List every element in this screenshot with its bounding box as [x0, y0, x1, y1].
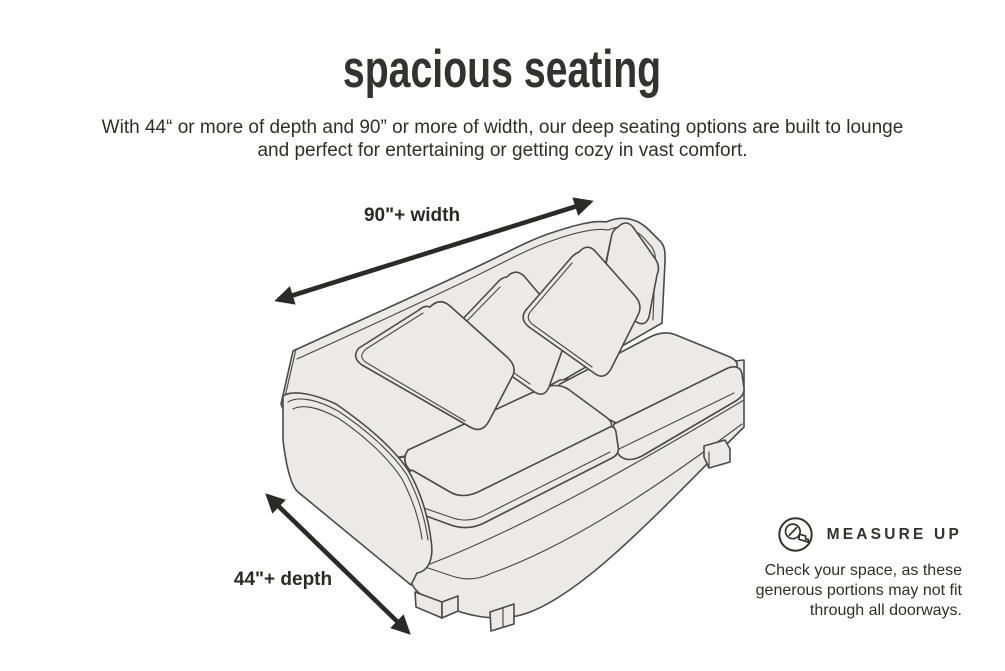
measure-up-note	[756, 561, 962, 621]
measure-up-note-line-2: generous portions may not fit	[755, 582, 962, 599]
measure-up-section	[756, 516, 962, 621]
tape-measure-icon	[777, 516, 814, 553]
subtitle-line-1: With 44“ or more of depth and 90” or more of width, our deep seating options are built to lounge	[101, 117, 904, 138]
measure-up-note-line-1: Check your space, as these	[764, 562, 962, 579]
measure-up-heading: MEASURE UP	[826, 525, 962, 543]
width-dimension-label: 90"+ width	[363, 205, 461, 226]
sofa-illustration	[281, 218, 744, 631]
depth-dimension-label: 44"+ depth	[233, 569, 333, 590]
measure-up-note-line-3: through all doorways.	[809, 602, 962, 619]
subtitle-line-2: and perfect for entertaining or getting cozy in vast comfort.	[257, 140, 748, 161]
foot-front-right	[704, 440, 730, 468]
page-title-text: spacious seating	[343, 40, 662, 99]
measure-up-header	[756, 516, 962, 553]
